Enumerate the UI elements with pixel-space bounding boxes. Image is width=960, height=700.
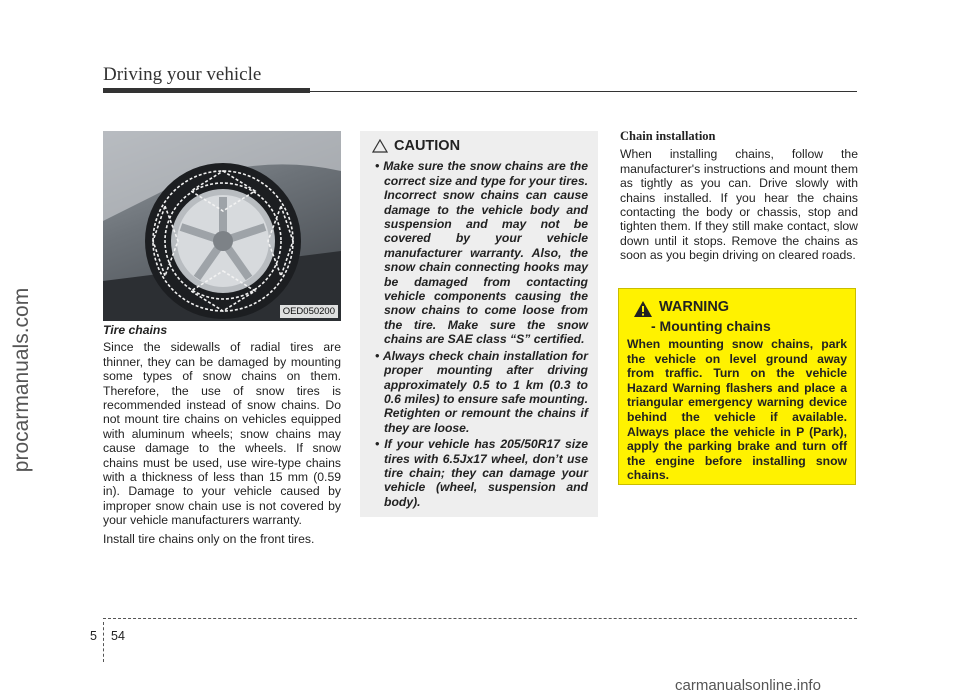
caution-title: CAUTION (394, 138, 461, 154)
caution-item: • If your vehicle has 205/50R17 size tires with 6.5Jx17 wheel, don’t use tire chain; they can damage your vehicle (wheel, suspension and body). (375, 437, 588, 509)
warning-subtitle: - Mounting chains (651, 318, 771, 334)
warning-triangle-icon (633, 300, 653, 318)
tire-chains-front-note: Install tire chains only on the front tires. (103, 531, 315, 546)
footer-divider (103, 622, 104, 662)
tire-chain-illustration (103, 131, 341, 321)
caution-triangle-icon (372, 139, 388, 153)
chain-installation-heading: Chain installation (620, 129, 716, 143)
tire-chains-section (103, 323, 341, 550)
caution-header (360, 131, 598, 153)
tire-chains-paragraph: Since the sidewalls of radial tires are thinner, they can be damaged by mounting some types of snow chains on them. Therefore, the use of snow tires is recommended instead of snow chains. Do not mount tire chains on vehicles equipped with aluminum wheels; snow chains may cause damage to the wheels. If snow chains must be used, use wire-type chains with a thickness of less than 15 mm (0.59 in). Damage to your vehicle caused by improper snow chain use is not covered by your vehicle manufacturers warranty. (103, 340, 341, 528)
header-rule-thick (103, 88, 310, 93)
warning-header (619, 289, 855, 318)
warning-box (618, 288, 856, 485)
footer-rule (103, 618, 857, 619)
header-rule-thin (310, 91, 857, 92)
caution-list (360, 159, 598, 509)
warning-body: When mounting snow chains, park the vehicle on level ground away from traffic. Turn on the vehicle Hazard Warning flashers and place a triangular emergency warning device behind the vehicle if available. Always place the vehicle in P (Park), apply the parking brake and turn off the engine before installing snow chains. (627, 337, 847, 483)
side-watermark (2, 180, 42, 580)
page-header-title: Driving your vehicle (103, 64, 262, 85)
warning-label: WARNING (659, 299, 730, 315)
chain-installation-section (620, 129, 858, 263)
tire-chains-heading: Tire chains (103, 323, 168, 337)
page-number: 54 (111, 629, 125, 643)
caution-item: • Always check chain installation for proper mounting after driving approximately 0.5 to 1 km (0.3 to 0.6 miles) to ensure safe mounting. Retighten or remount the chains if they are loose. (375, 348, 588, 435)
tire-chain-photo (103, 131, 341, 321)
chapter-number: 5 (90, 629, 97, 643)
caution-box (360, 131, 598, 517)
side-watermark-text: procarmanuals.com (10, 287, 33, 473)
caution-item: • Make sure the snow chains are the correct size and type for your tires. Incorrect snow chains can cause damage to the vehicle body and suspension and may not be covered by your vehicle manufacturer warranty. Also, the snow chain connecting hooks may be damaged from contacting vehicle components causing the snow chains to come loose from the tire. Make sure the snow chains are SAE class “S” certified. (375, 159, 588, 347)
photo-code: OED050200 (280, 305, 338, 318)
chain-installation-body: When installing chains, follow the manufacturer's instructions and mount them as tightly as you can. Drive slowly with chains installed. If you hear the chains contacting the body or chassis, stop and tighten them. If they still make contact, slow down until it stops. Remove the chains as soon as you begin driving on cleared roads. (620, 147, 858, 263)
bottom-watermark: carmanualsonline.info (675, 677, 821, 694)
